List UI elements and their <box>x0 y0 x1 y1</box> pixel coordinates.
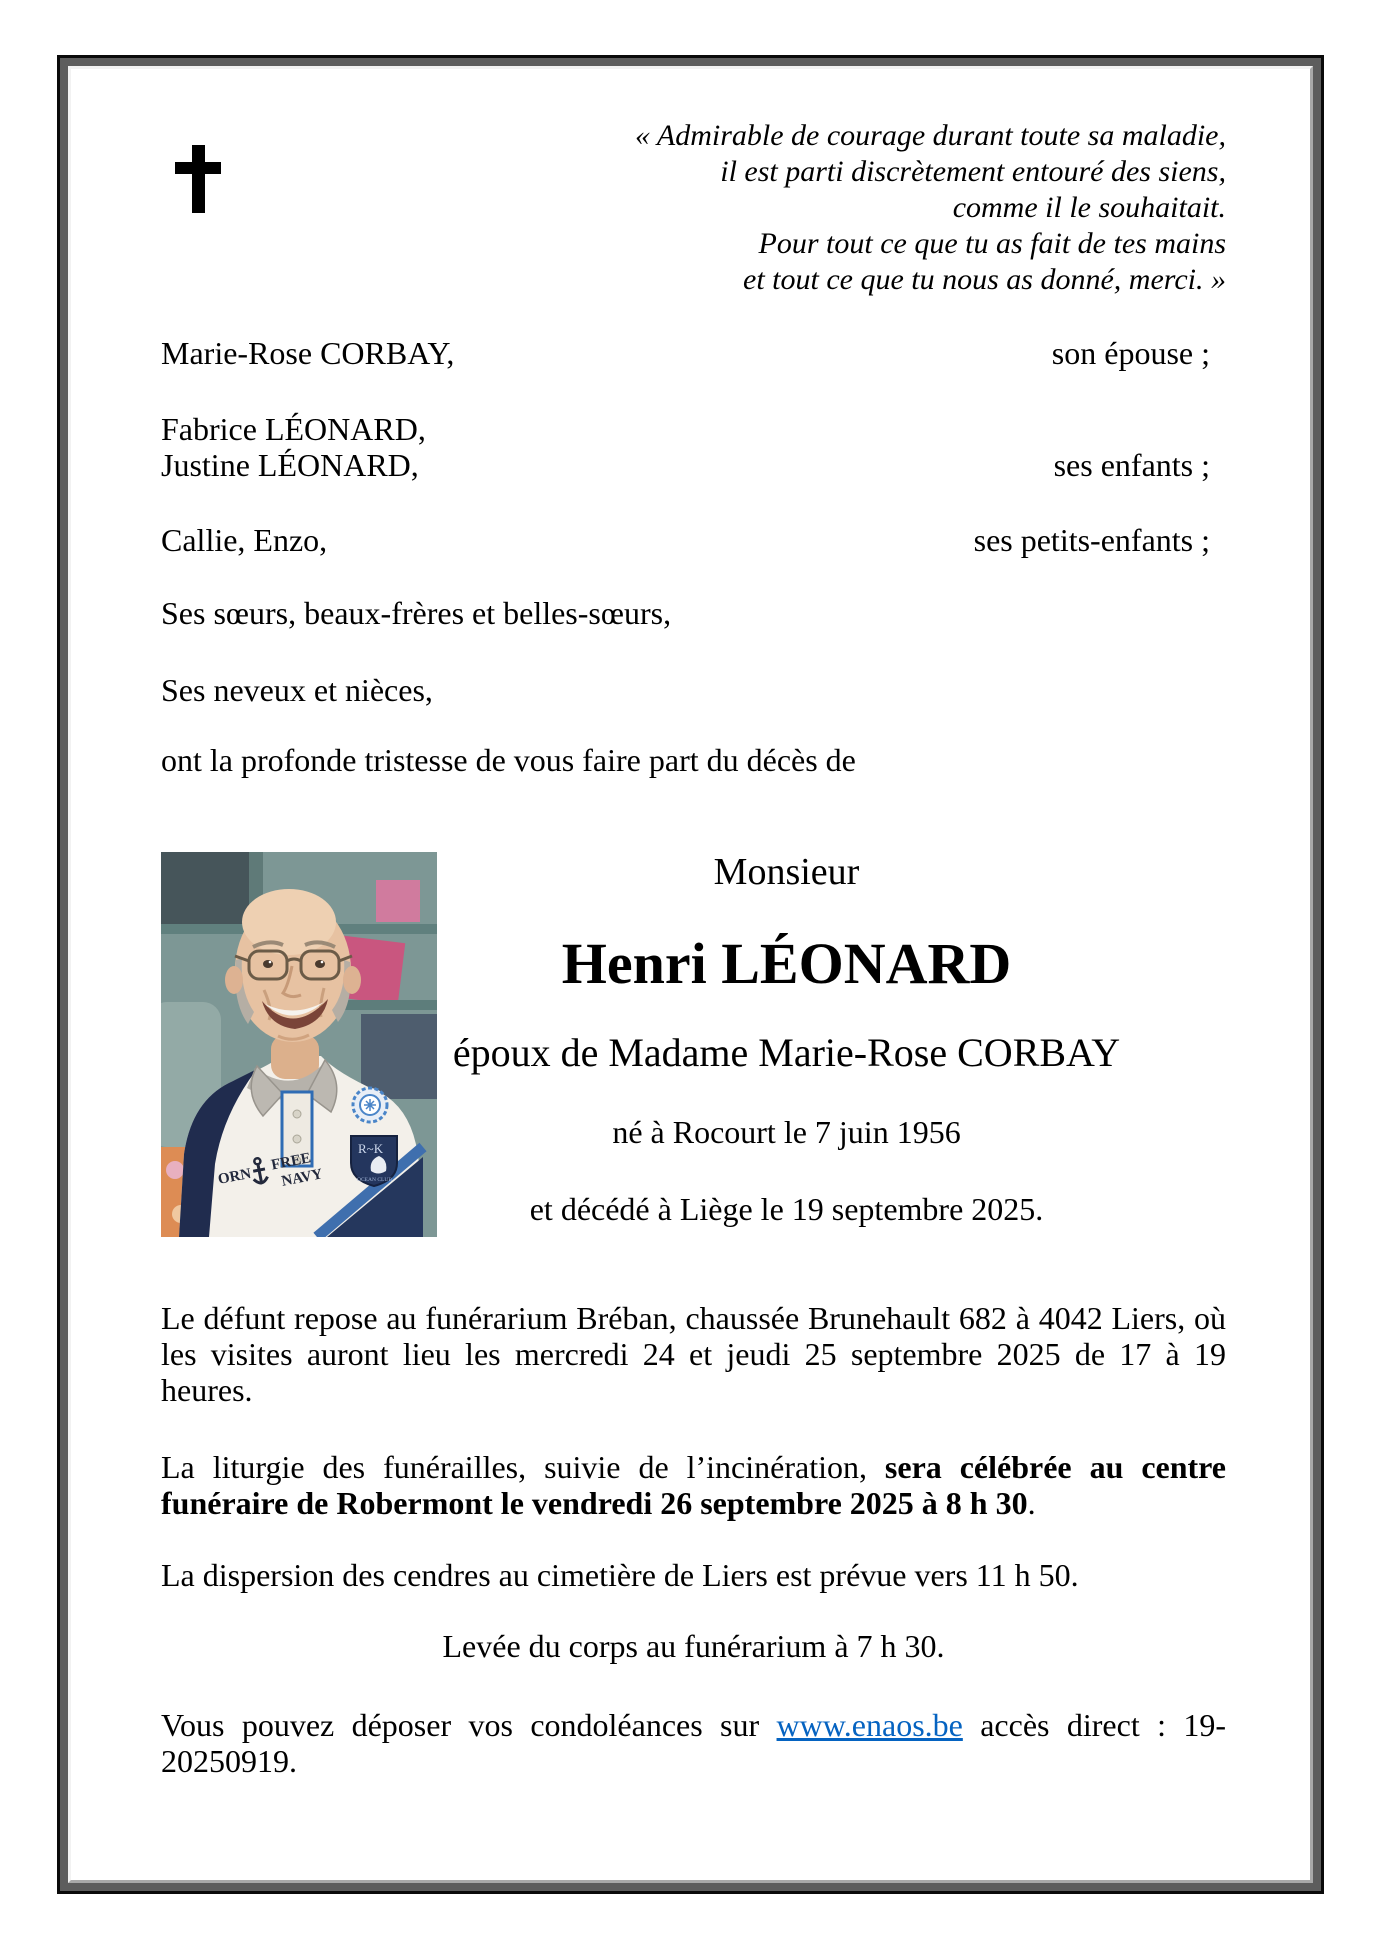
badge-caption-text: OCEAN CLUB <box>357 1177 392 1183</box>
badge-initials-text: R~K <box>358 1141 384 1156</box>
family-name: Fabrice LÉONARD, <box>161 411 426 447</box>
frame-bevel-inner <box>68 66 1313 1883</box>
death-line: et décédé à Liège le 19 septembre 2025. <box>529 1191 1044 1227</box>
family-name: Marie-Rose CORBAY, <box>161 335 455 371</box>
document-frame <box>57 55 1324 1894</box>
family-relation: son épouse ; <box>1051 335 1210 371</box>
family-row-daughter <box>161 447 1226 483</box>
liturgy-paragraph <box>161 1449 1226 1521</box>
family-row-spouse <box>161 335 1226 371</box>
deceased-name: Henri LÉONARD <box>561 931 1012 996</box>
quote-line: « Admirable de courage durant toute sa maladie, <box>634 119 1226 152</box>
condolences-prefix: Vous pouvez déposer vos condoléances sur <box>161 1707 777 1743</box>
family-relation: ses petits-enfants ; <box>973 522 1210 558</box>
family-name: Ses sœurs, beaux-frères et belles-sœurs, <box>161 595 672 631</box>
quote-line: Pour tout ce que tu as fait de tes mains <box>758 227 1226 260</box>
quote-line: il est parti discrètement entouré des siens, <box>720 155 1226 188</box>
family-row-son <box>161 411 1226 447</box>
enaos-link[interactable]: www.enaos.be <box>776 1707 963 1743</box>
spouse-line: époux de Madame Marie-Rose CORBAY <box>452 1030 1121 1075</box>
family-row-siblings <box>161 595 1226 631</box>
family-row-nephews <box>161 672 1226 708</box>
shirt-text-word1: ORN <box>216 1165 253 1188</box>
obituary-content <box>71 118 1310 1883</box>
quote-line: comme il le souhaitait. <box>952 191 1226 224</box>
header <box>161 118 1226 298</box>
shirt-text-word3: NAVY <box>280 1166 324 1190</box>
quote-line: et tout ce que tu nous as donné, merci. » <box>743 263 1226 296</box>
liturgy-period: . <box>1027 1485 1036 1521</box>
deceased-section <box>161 845 1226 1237</box>
funeral-details <box>161 1300 1226 1779</box>
liturgy-bold-text: sera célébrée au centre funéraire de Robermont le vendredi 26 septembre 2025 à 8 h 30 <box>161 1449 1227 1521</box>
levee-paragraph: Levée du corps au funérarium à 7 h 30. <box>442 1628 945 1664</box>
family-row-grandchildren <box>161 522 1226 558</box>
memorial-quote <box>161 118 1226 298</box>
family-name: Justine LÉONARD, <box>161 447 419 483</box>
repose-paragraph: Le défunt repose au funérarium Bréban, chaussée Brunehault 682 à 4042 Liers, où les visites auront lieu les mercredi 24 et jeudi 25 septembre 2025 de 17 à 19 heures. <box>161 1300 1226 1408</box>
liturgy-normal-text: La liturgie des funérailles, suivie de l’incinération, <box>161 1449 885 1485</box>
deceased-photo <box>161 852 437 1237</box>
civility-title: Monsieur <box>713 851 860 893</box>
family-name: Ses neveux et nièces, <box>161 672 433 708</box>
condolences-suffix: accès direct : 19-20250919. <box>161 1707 1226 1779</box>
shirt-text-word2: FREE <box>269 1150 313 1174</box>
announcement-line: ont la profonde tristesse de vous faire part du décès de <box>161 742 856 778</box>
deceased-identity <box>437 845 1226 1237</box>
birth-line: né à Rocourt le 7 juin 1956 <box>612 1114 961 1150</box>
condolences-paragraph <box>161 1707 1226 1779</box>
family-relation: ses enfants ; <box>1053 447 1210 483</box>
frame-bevel-mid <box>60 58 1321 1891</box>
dispersion-paragraph: La dispersion des cendres au cimetière de Liers est prévue vers 11 h 50. <box>161 1557 1079 1593</box>
family-name: Callie, Enzo, <box>161 522 328 558</box>
family-list <box>161 335 1226 778</box>
latin-cross-icon <box>175 145 221 213</box>
